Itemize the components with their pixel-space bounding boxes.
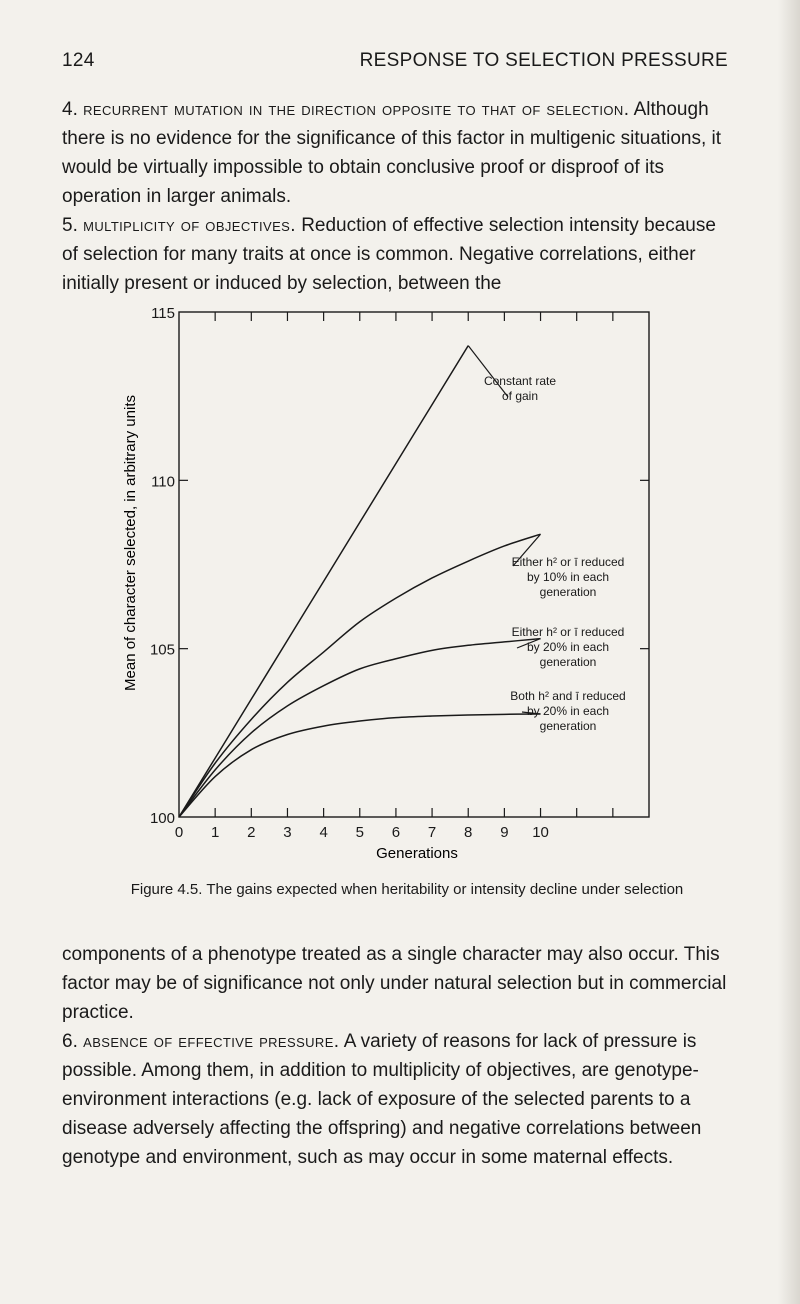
x-tick-label: 2 [247, 824, 256, 841]
x-tick-label: 1 [210, 824, 220, 841]
series-label-3: generation [539, 655, 597, 669]
item-5-number: 5. [62, 215, 78, 236]
x-tick-label: 9 [500, 824, 509, 841]
series-label-1: of gain [501, 389, 539, 403]
page-number: 124 [62, 50, 95, 71]
x-tick-label: 5 [355, 824, 364, 841]
figure-4-5-chart [0, 295, 800, 875]
series-lines [179, 346, 541, 817]
item-6-body: A variety of reasons for lack of pressure is possible. Among them, in addition to multiplicity of objectives, are genotype-environment interactions (e.g. lack of exposure of the selected parents to a disease adversely affecting the offspring) and negative correlations between genotype and environment, such as may occur in some maternal effects. [62, 1031, 702, 1168]
x-tick-label: 6 [391, 824, 401, 841]
series-label-2: Either h² or ī reduced [511, 555, 625, 569]
x-tick-label: 7 [427, 824, 437, 841]
series-label-4: by 20% in each [526, 704, 610, 718]
x-tick-label: 3 [283, 824, 292, 841]
x-tick-label: 0 [174, 824, 184, 841]
series-label-3: Either h² or ī reduced [511, 625, 625, 639]
paragraph-item-4 [62, 95, 732, 211]
paragraph-continuation: components of a phenotype treated as a single character may also occur. This factor may be of significance not only under natural selection but in commercial practice. [62, 944, 727, 1023]
x-tick-label: 4 [319, 824, 328, 841]
y-tick-label: 100 [149, 810, 175, 827]
series-label-4: Both h² and ī reduced [510, 689, 626, 703]
item-6-heading: absence of effective pressure. [83, 1031, 340, 1052]
series-label-1: Constant rate [483, 374, 557, 388]
item-4-body: Although there is no evidence for the significance of this factor in multigenic situations, it would be virtually impossible to obtain conclusive proof or disproof of its operation in larger animals. [62, 99, 722, 207]
item-5-heading: multiplicity of objectives. [83, 215, 296, 236]
x-tick-label: 10 [532, 824, 549, 841]
running-header [62, 50, 728, 72]
series-label-2: by 10% in each [526, 570, 610, 584]
y-tick-label: 110 [151, 473, 175, 491]
paragraph-item-6 [62, 1027, 732, 1172]
series-label-4: generation [539, 719, 597, 733]
figure-caption: Figure 4.5. The gains expected when heritability or intensity decline under selection [130, 881, 684, 898]
y-tick-label: 105 [149, 641, 175, 659]
item-5-body: Reduction of effective selection intensity because of selection for many traits at once is common. Negative correlations, either initially present or induced by selection, between the [62, 215, 716, 294]
item-4-number: 4. [62, 99, 78, 120]
item-4-heading: recurrent mutation in the direction opposite to that of selection. [83, 99, 630, 120]
item-6-number: 6. [62, 1031, 78, 1052]
series-label-3: by 20% in each [526, 640, 610, 654]
series-label-2: generation [539, 585, 597, 599]
series-labels [484, 374, 626, 733]
y-axis-label: Mean of character selected, in arbitrary units [122, 395, 139, 691]
paragraph-item-5 [62, 211, 732, 298]
x-tick-label: 8 [464, 824, 473, 841]
series-line-2 [179, 534, 541, 817]
x-axis-label: Generations [376, 845, 458, 862]
running-title: RESPONSE TO SELECTION PRESSURE [359, 50, 728, 71]
y-tick-label: 115 [151, 305, 175, 322]
